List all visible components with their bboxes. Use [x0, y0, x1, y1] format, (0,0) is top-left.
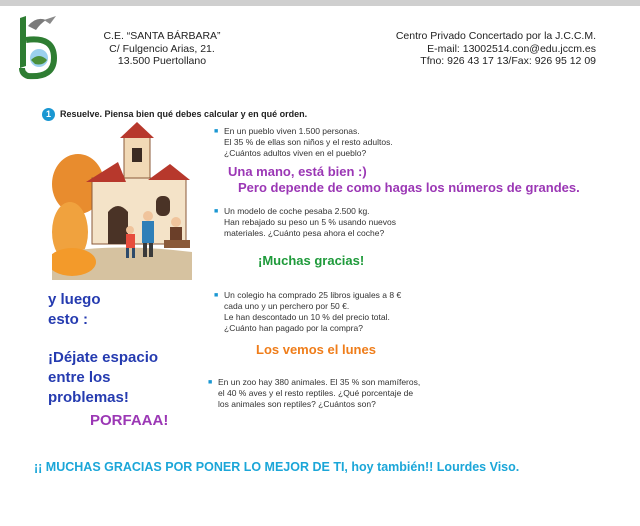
problem-line: materiales. ¿Cuánto pesa ahora el coche? [224, 228, 385, 238]
note-line: entre los [48, 369, 111, 386]
exercise-instruction: Resuelve. Piensa bien qué debes calcular y en qué orden. [60, 109, 308, 119]
problem-line: En un zoo hay 380 animales. El 35 % son mamíferos, [218, 377, 421, 387]
center-type: Centro Privado Concertado por la J.C.C.M. [395, 30, 596, 42]
school-logo-icon [14, 14, 60, 84]
center-email: E-mail: 13002514.con@edu.jccm.es [427, 42, 596, 55]
problem-line: los animales son reptiles? ¿Cuántos son? [218, 399, 376, 409]
problem-3 [214, 290, 402, 334]
village-illustration [52, 122, 192, 280]
note-una-mano: Una mano, está bien :) [228, 164, 367, 179]
school-city: 13.500 Puertollano [117, 55, 207, 67]
problem-line: Un colegio ha comprado 25 libros iguales a 8 € [224, 290, 402, 300]
bullet-icon: ■ [214, 292, 219, 299]
note-lunes: Los vemos el lunes [256, 342, 376, 357]
problem-line: ¿Cuántos adultos viven en el pueblo? [224, 148, 367, 158]
note-line: esto : [48, 311, 89, 328]
school-address: C/ Fulgencio Arias, 21. [109, 42, 215, 55]
center-phone: Tfno: 926 43 17 13/Fax: 926 95 12 09 [420, 55, 596, 67]
problem-line: El 35 % de ellas son niños y el resto adultos. [224, 137, 393, 147]
bullet-icon: ■ [214, 208, 219, 215]
problem-2 [214, 206, 397, 239]
problem-line: En un pueblo viven 1.500 personas. [224, 126, 360, 136]
problem-1 [214, 126, 393, 159]
note-line: problemas! [48, 389, 129, 406]
problem-line: Han rebajado su peso un 5 % usando nuevos [224, 217, 397, 227]
center-info [356, 30, 596, 68]
problem-line: cada uno y un perchero por 50 €. [224, 301, 350, 311]
note-y-luego [48, 290, 101, 330]
bullet-icon: ■ [208, 379, 213, 386]
school-name: C.E. “SANTA BÁRBARA” [103, 30, 221, 42]
footer-message: ¡¡ MUCHAS GRACIAS POR PONER LO MEJOR DE TI, hoy también!! Lourdes Viso. [34, 460, 520, 474]
note-line: y luego [48, 291, 101, 308]
top-bar [0, 0, 640, 6]
note-depende: Pero depende de como hagas los números de grandes. [238, 180, 580, 195]
exercise-number-badge: 1 [42, 108, 55, 121]
school-info [82, 30, 242, 68]
note-dejate-espacio [48, 348, 158, 408]
problem-4 [208, 377, 421, 410]
note-porfaaa: PORFAAA! [90, 412, 169, 429]
problem-line: Un modelo de coche pesaba 2.500 kg. [224, 206, 370, 216]
problem-line: Le han descontado un 10 % del precio total. [224, 312, 390, 322]
note-line: ¡Déjate espacio [48, 349, 159, 366]
problem-line: ¿Cuánto han pagado por la compra? [224, 323, 363, 333]
bullet-icon: ■ [214, 128, 219, 135]
problem-line: el 40 % aves y el resto reptiles. ¿Qué porcentaje de [218, 388, 414, 398]
note-muchas-gracias: ¡Muchas gracias! [258, 253, 365, 268]
